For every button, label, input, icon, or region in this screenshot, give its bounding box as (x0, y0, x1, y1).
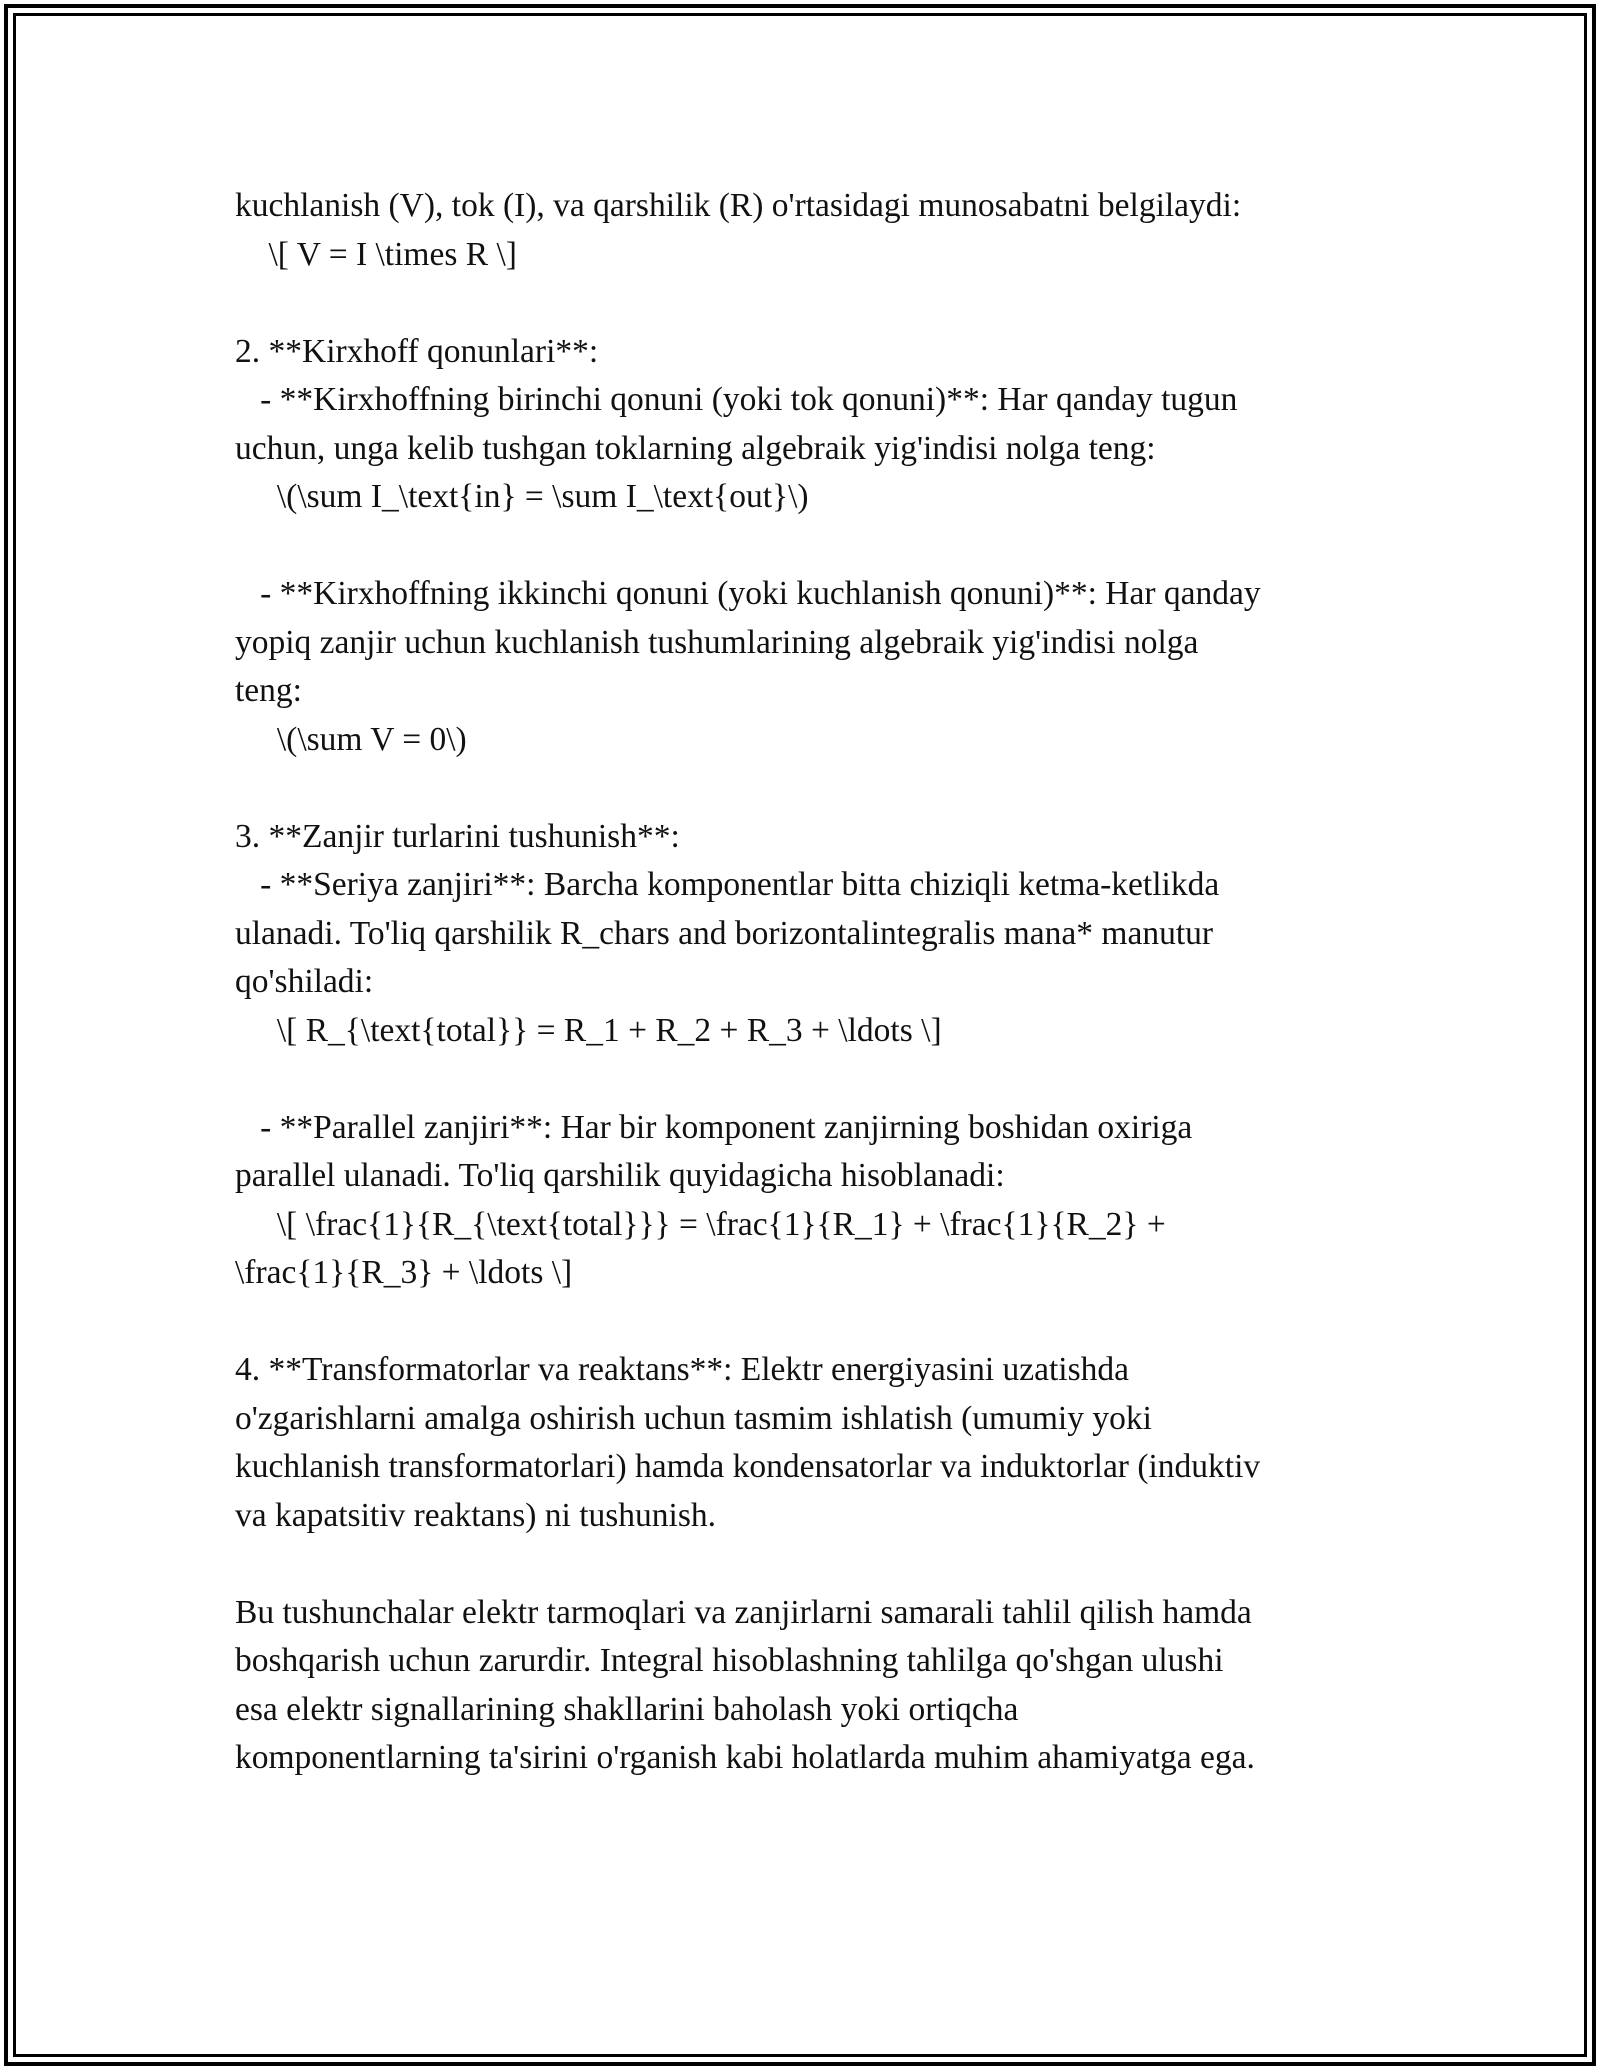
text-line: - **Kirxhoffning ikkinchi qonuni (yoki kuchlanish qonuni)**: Har qanday (235, 575, 1261, 612)
text-line: - **Kirxhoffning birinchi qonuni (yoki tok qonuni)**: Har qanday tugun (235, 381, 1238, 418)
text-line: teng: (235, 672, 302, 709)
formula-line: \frac{1}{R_3} + \ldots \] (235, 1254, 573, 1291)
document-body (235, 182, 1385, 1783)
blank-line (235, 1298, 1385, 1347)
text-line: o'zgarishlarni amalga oshirish uchun tasmim ishlatish (umumiy yoki (235, 1399, 1152, 1437)
section-heading: 4. **Transformatorlar va reaktans**: Elektr energiyasini uzatishda (235, 1351, 1130, 1388)
text-line: kuchlanish transformatorlari) hamda kondensatorlar va induktorlar (induktiv (235, 1448, 1261, 1485)
formula-line: \(\sum I_\text{in} = \sum I_\text{out}\) (235, 478, 809, 515)
blank-line (235, 279, 1385, 328)
blank-line (235, 1055, 1385, 1104)
text-line: parallel ulanadi. To'liq qarshilik quyidagicha hisoblanadi: (235, 1157, 1005, 1194)
blank-line (235, 764, 1385, 813)
section-heading: 2. **Kirxhoff qonunlari**: (235, 332, 599, 370)
text-line: ulanadi. To'liq qarshilik R_chars and borizontalintegralis mana* manutur (235, 914, 1214, 952)
text-line: esa elektr signallarining shakllarini baholash yoki ortiqcha (235, 1690, 1019, 1728)
text-line: - **Seriya zanjiri**: Barcha komponentlar bitta chiziqli ketma-ketlikda (235, 866, 1220, 903)
text-line: yopiq zanjir uchun kuchlanish tushumlarining algebraik yig'indisi nolga (235, 623, 1199, 661)
text-line: komponentlarning ta'sirini o'rganish kabi holatlarda muhim ahamiyatga ega. (235, 1739, 1255, 1776)
text-line: Bu tushunchalar elektr tarmoqlari va zanjirlarni samarali tahlil qilish hamda (235, 1593, 1252, 1631)
text-line: - **Parallel zanjiri**: Har bir komponent zanjirning boshidan oxiriga (235, 1108, 1193, 1146)
blank-line (235, 1540, 1385, 1589)
text-line: qo'shiladi: (235, 963, 374, 1000)
text-line: boshqarish uchun zarurdir. Integral hisoblashning tahlilga qo'shgan ulushi (235, 1642, 1224, 1679)
formula-line: \[ \frac{1}{R_{\text{total}}} = \frac{1}{R_1} + \frac{1}{R_2} + (235, 1205, 1166, 1243)
formula-line: \[ R_{\text{total}} = R_1 + R_2 + R_3 + \ldots \] (235, 1011, 942, 1049)
text-line: kuchlanish (V), tok (I), va qarshilik (R) o'rtasidagi munosabatni belgilaydi: (235, 187, 1242, 224)
text-line: va kapatsitiv reaktans) ni tushunish. (235, 1496, 717, 1534)
blank-line (235, 522, 1385, 571)
formula-line: \(\sum V = 0\) (235, 720, 467, 758)
section-heading: 3. **Zanjir turlarini tushunish**: (235, 817, 680, 855)
formula-line: \[ V = I \times R \] (235, 235, 517, 273)
text-line: uchun, unga kelib tushgan toklarning algebraik yig'indisi nolga teng: (235, 429, 1156, 467)
